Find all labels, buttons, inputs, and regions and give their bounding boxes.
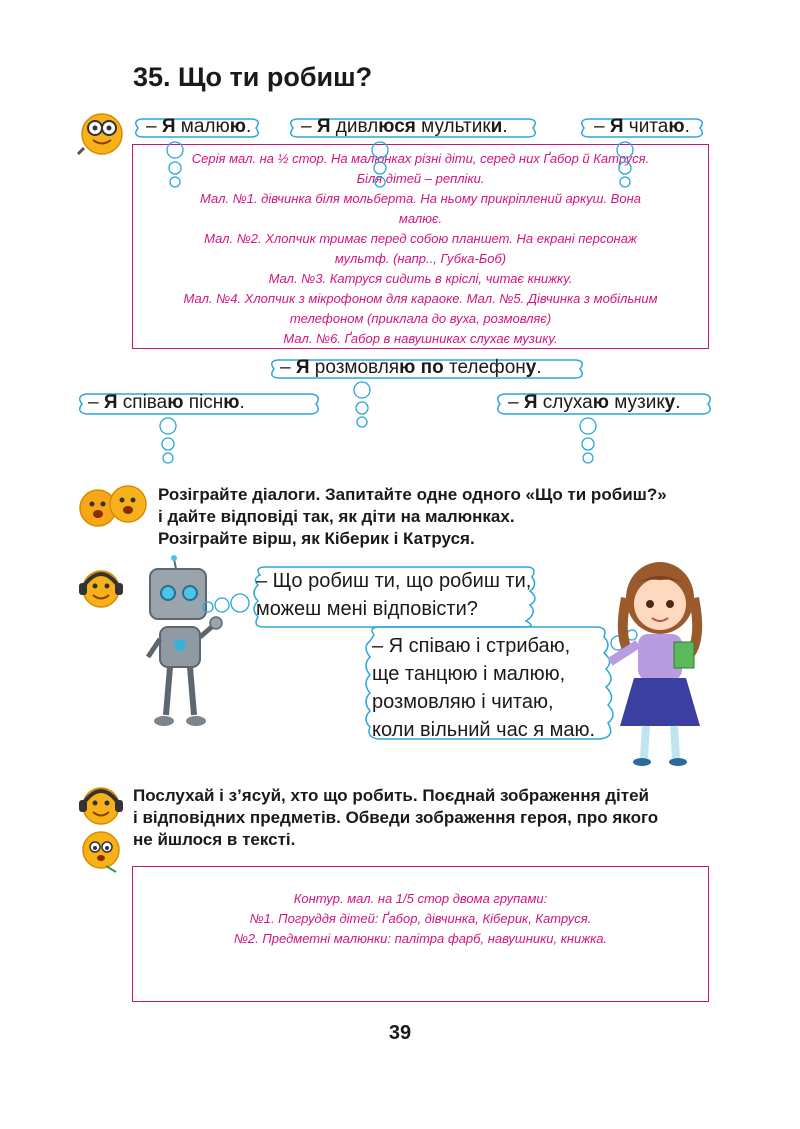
- note-line: Контур. мал. на 1/5 стор двома групами:: [293, 891, 548, 906]
- thought-circles: [160, 140, 190, 190]
- note-line: №2. Предметні малюнки: палітра фарб, навушники, книжка.: [233, 931, 608, 946]
- magnifier-smiley-icon: [76, 108, 128, 156]
- illustration-placeholder-2: [132, 866, 709, 1002]
- note-line: Мал. №1. дівчинка біля мольберта. На ньому прикріплений аркуш. Вона: [200, 191, 641, 206]
- note-line: №1. Погруддя дітей: Ґабор, дівчинка, Кіберик, Катруся.: [249, 911, 592, 926]
- task-dialog: [158, 484, 667, 550]
- task-line: Розіграйте вірш, як Кіберик і Катруся.: [158, 529, 475, 548]
- page-number: 39: [388, 1022, 412, 1044]
- talking-smileys-icon: [76, 482, 152, 532]
- poem-line: розмовляю і читаю,: [372, 691, 554, 713]
- headphones-smiley-icon: [76, 565, 126, 609]
- note-line: Мал. №3. Катруся сидить в кріслі, читає книжку.: [268, 271, 573, 286]
- task-line: Розіграйте діалоги. Запитайте одне одного «Що ти робиш?»: [158, 485, 667, 504]
- lesson-title: 35. Що ти робиш?: [133, 62, 373, 92]
- bubble-watch-cartoons: – Я дивлюся мультики.: [301, 116, 508, 137]
- thought-circles: [347, 380, 377, 432]
- bubble-read: – Я читаю.: [594, 116, 690, 137]
- note-line: Серія мал. на ½ стор. На малюнках різні діти, серед них Ґабор й Катруся.: [191, 151, 650, 166]
- task-listen: [133, 785, 718, 851]
- note-line: телефоном (приклала до вуха, розмовляє): [289, 311, 552, 326]
- task-line: і дайте відповіді так, як діти на малюнках.: [158, 507, 515, 526]
- note-line: Мал. №6. Ґабор в навушниках слухає музику.: [283, 331, 558, 346]
- thought-circles: [573, 416, 603, 468]
- bubble-draw: – Я малюю.: [146, 116, 252, 137]
- girl-katrusia-illustration: [600, 558, 720, 768]
- thought-circles: [153, 416, 183, 468]
- poem-question: [256, 567, 531, 623]
- headphones-smiley-icon: [76, 782, 126, 826]
- thought-circles: [610, 140, 640, 190]
- poem-line: можеш мені відповісти?: [256, 598, 478, 620]
- poem-line: – Я співаю і стрибаю,: [372, 635, 571, 657]
- thought-circles: [365, 140, 395, 190]
- poem-answer: [372, 632, 595, 744]
- poem-line: коли вільний час я маю.: [372, 719, 596, 741]
- bubble-listen: – Я слухаю музику.: [508, 392, 681, 413]
- note-line: малює.: [398, 211, 443, 226]
- note-line: Мал. №4. Хлопчик з мікрофоном для караоке. Мал. №5. Дівчинка з мобільним: [183, 291, 658, 306]
- task-line: і відповідних предметів. Обведи зображення героя, про якого: [133, 808, 659, 827]
- poem-line: ще танцюю і малюю,: [372, 663, 566, 685]
- bubble-sing: – Я співаю пісню.: [88, 392, 245, 413]
- note-line: Біля дітей – репліки.: [356, 171, 485, 186]
- pencil-smiley-icon: [76, 828, 126, 874]
- bubble-phone: – Я розмовляю по телефону.: [280, 357, 542, 378]
- task-line: не йшлося в тексті.: [133, 830, 296, 849]
- note-line: Мал. №2. Хлопчик тримає перед собою планшет. На екрані персонаж: [204, 231, 637, 246]
- poem-line: – Що робиш ти, що робиш ти,: [256, 570, 532, 592]
- task-line: Послухай і з’ясуй, хто що робить. Поєднай зображення дітей: [133, 786, 649, 805]
- note-line: мультф. (напр.., Губка-Боб): [334, 251, 507, 266]
